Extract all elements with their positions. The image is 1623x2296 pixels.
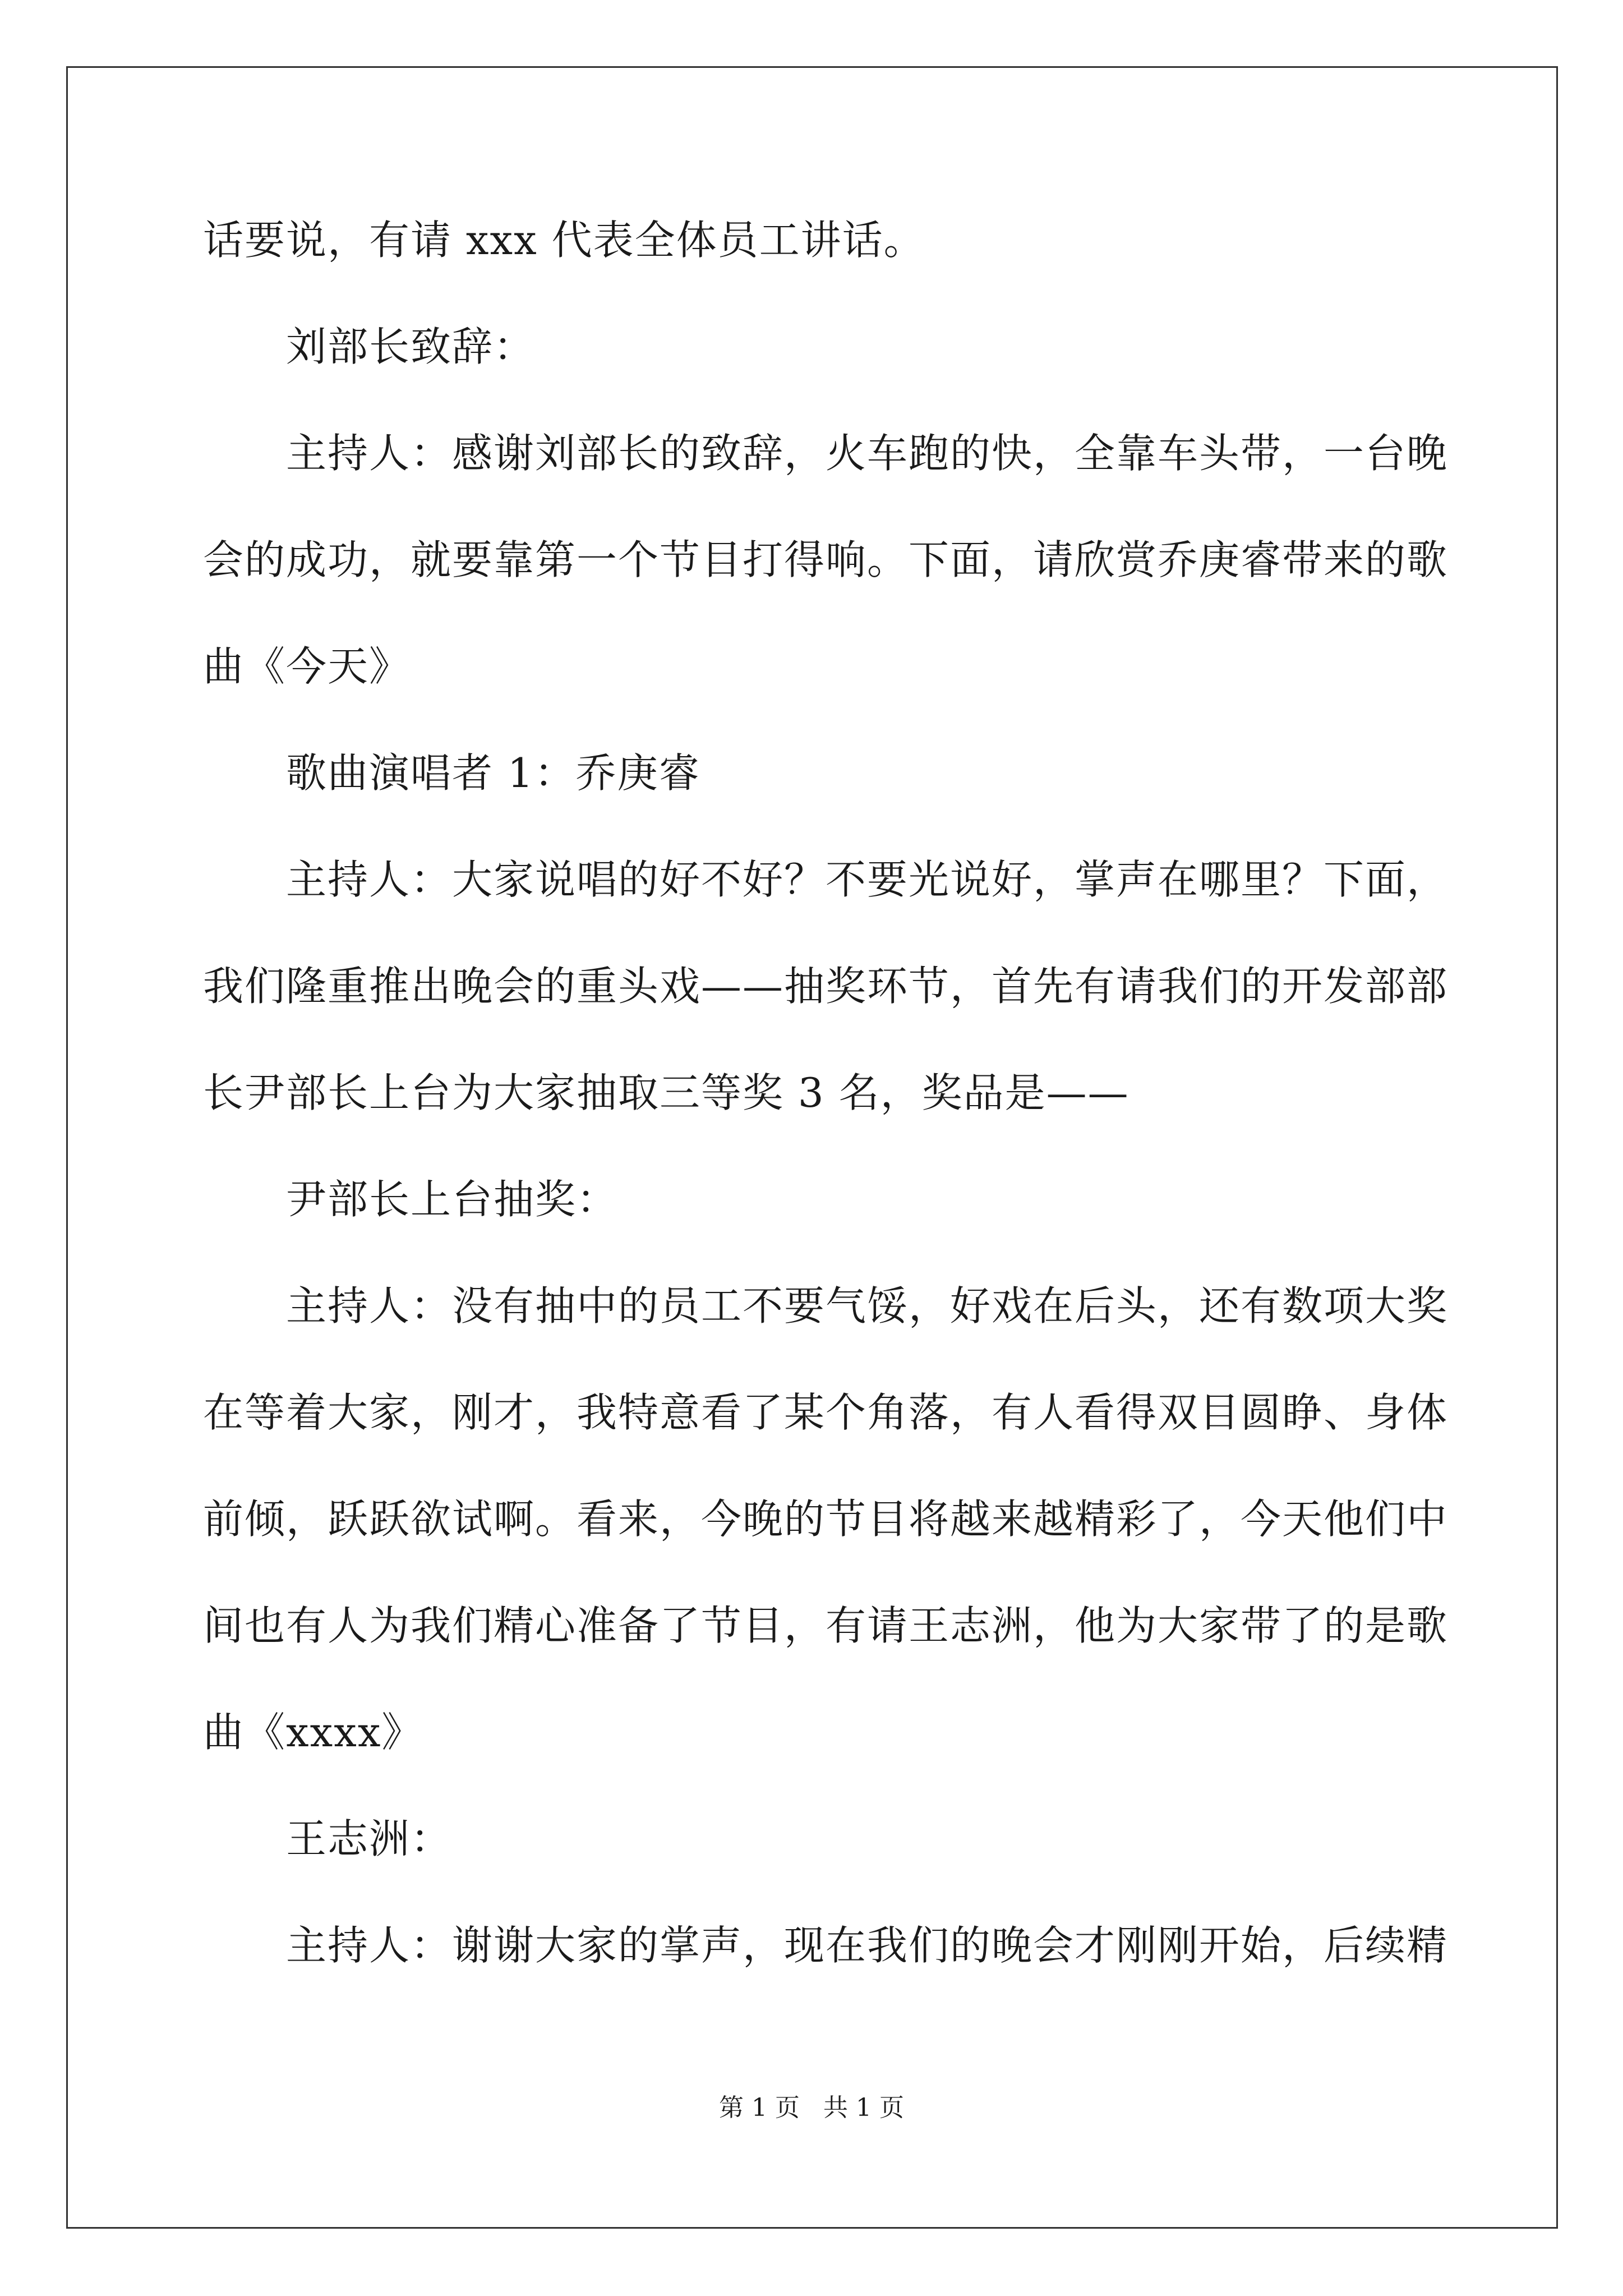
text-line: 间也有人为我们精心准备了节目，有请王志洲，他为大家带了的是歌 [203, 1602, 1449, 1649]
text-line: 话要说，有请 xxx 代表全体员工讲话。 [203, 217, 925, 264]
text-line: 我们隆重推出晚会的重头戏——抽奖环节，首先有请我们的开发部部 [203, 963, 1449, 1010]
text-line: 尹部长上台抽奖： [286, 1176, 619, 1223]
page-border [66, 66, 1558, 2229]
page-footer [0, 2091, 1623, 2125]
text-line: 主持人：谢谢大家的掌声，现在我们的晚会才刚刚开始，后续精 [286, 1922, 1449, 1969]
text-line: 前倾，跃跃欲试啊。看来，今晚的节目将越来越精彩了，今天他们中 [203, 1496, 1449, 1543]
text-line: 王志洲： [286, 1815, 453, 1862]
text-line: 会的成功，就要靠第一个节目打得响。下面，请欣赏乔庚睿带来的歌 [203, 536, 1449, 583]
text-line: 曲《xxxx》 [203, 1709, 423, 1756]
text-line: 在等着大家，刚才，我特意看了某个角落，有人看得双目圆睁、身体 [203, 1389, 1449, 1436]
text-line: 歌曲演唱者 1：乔庚睿 [286, 749, 700, 797]
text-line: 主持人：大家说唱的好不好？不要光说好，掌声在哪里？下面， [286, 856, 1449, 903]
text-line: 主持人：感谢刘部长的致辞，火车跑的快，全靠车头带，一台晚 [286, 430, 1449, 477]
total-pages: 共 1 页 [823, 2093, 904, 2122]
text-line: 曲《今天》 [203, 643, 411, 690]
text-line: 长尹部长上台为大家抽取三等奖 3 名，奖品是—— [203, 1069, 1129, 1116]
text-line: 刘部长致辞： [286, 323, 536, 370]
page-number: 第 1 页 [719, 2093, 800, 2122]
text-line: 主持人：没有抽中的员工不要气馁，好戏在后头，还有数项大奖 [286, 1282, 1449, 1329]
